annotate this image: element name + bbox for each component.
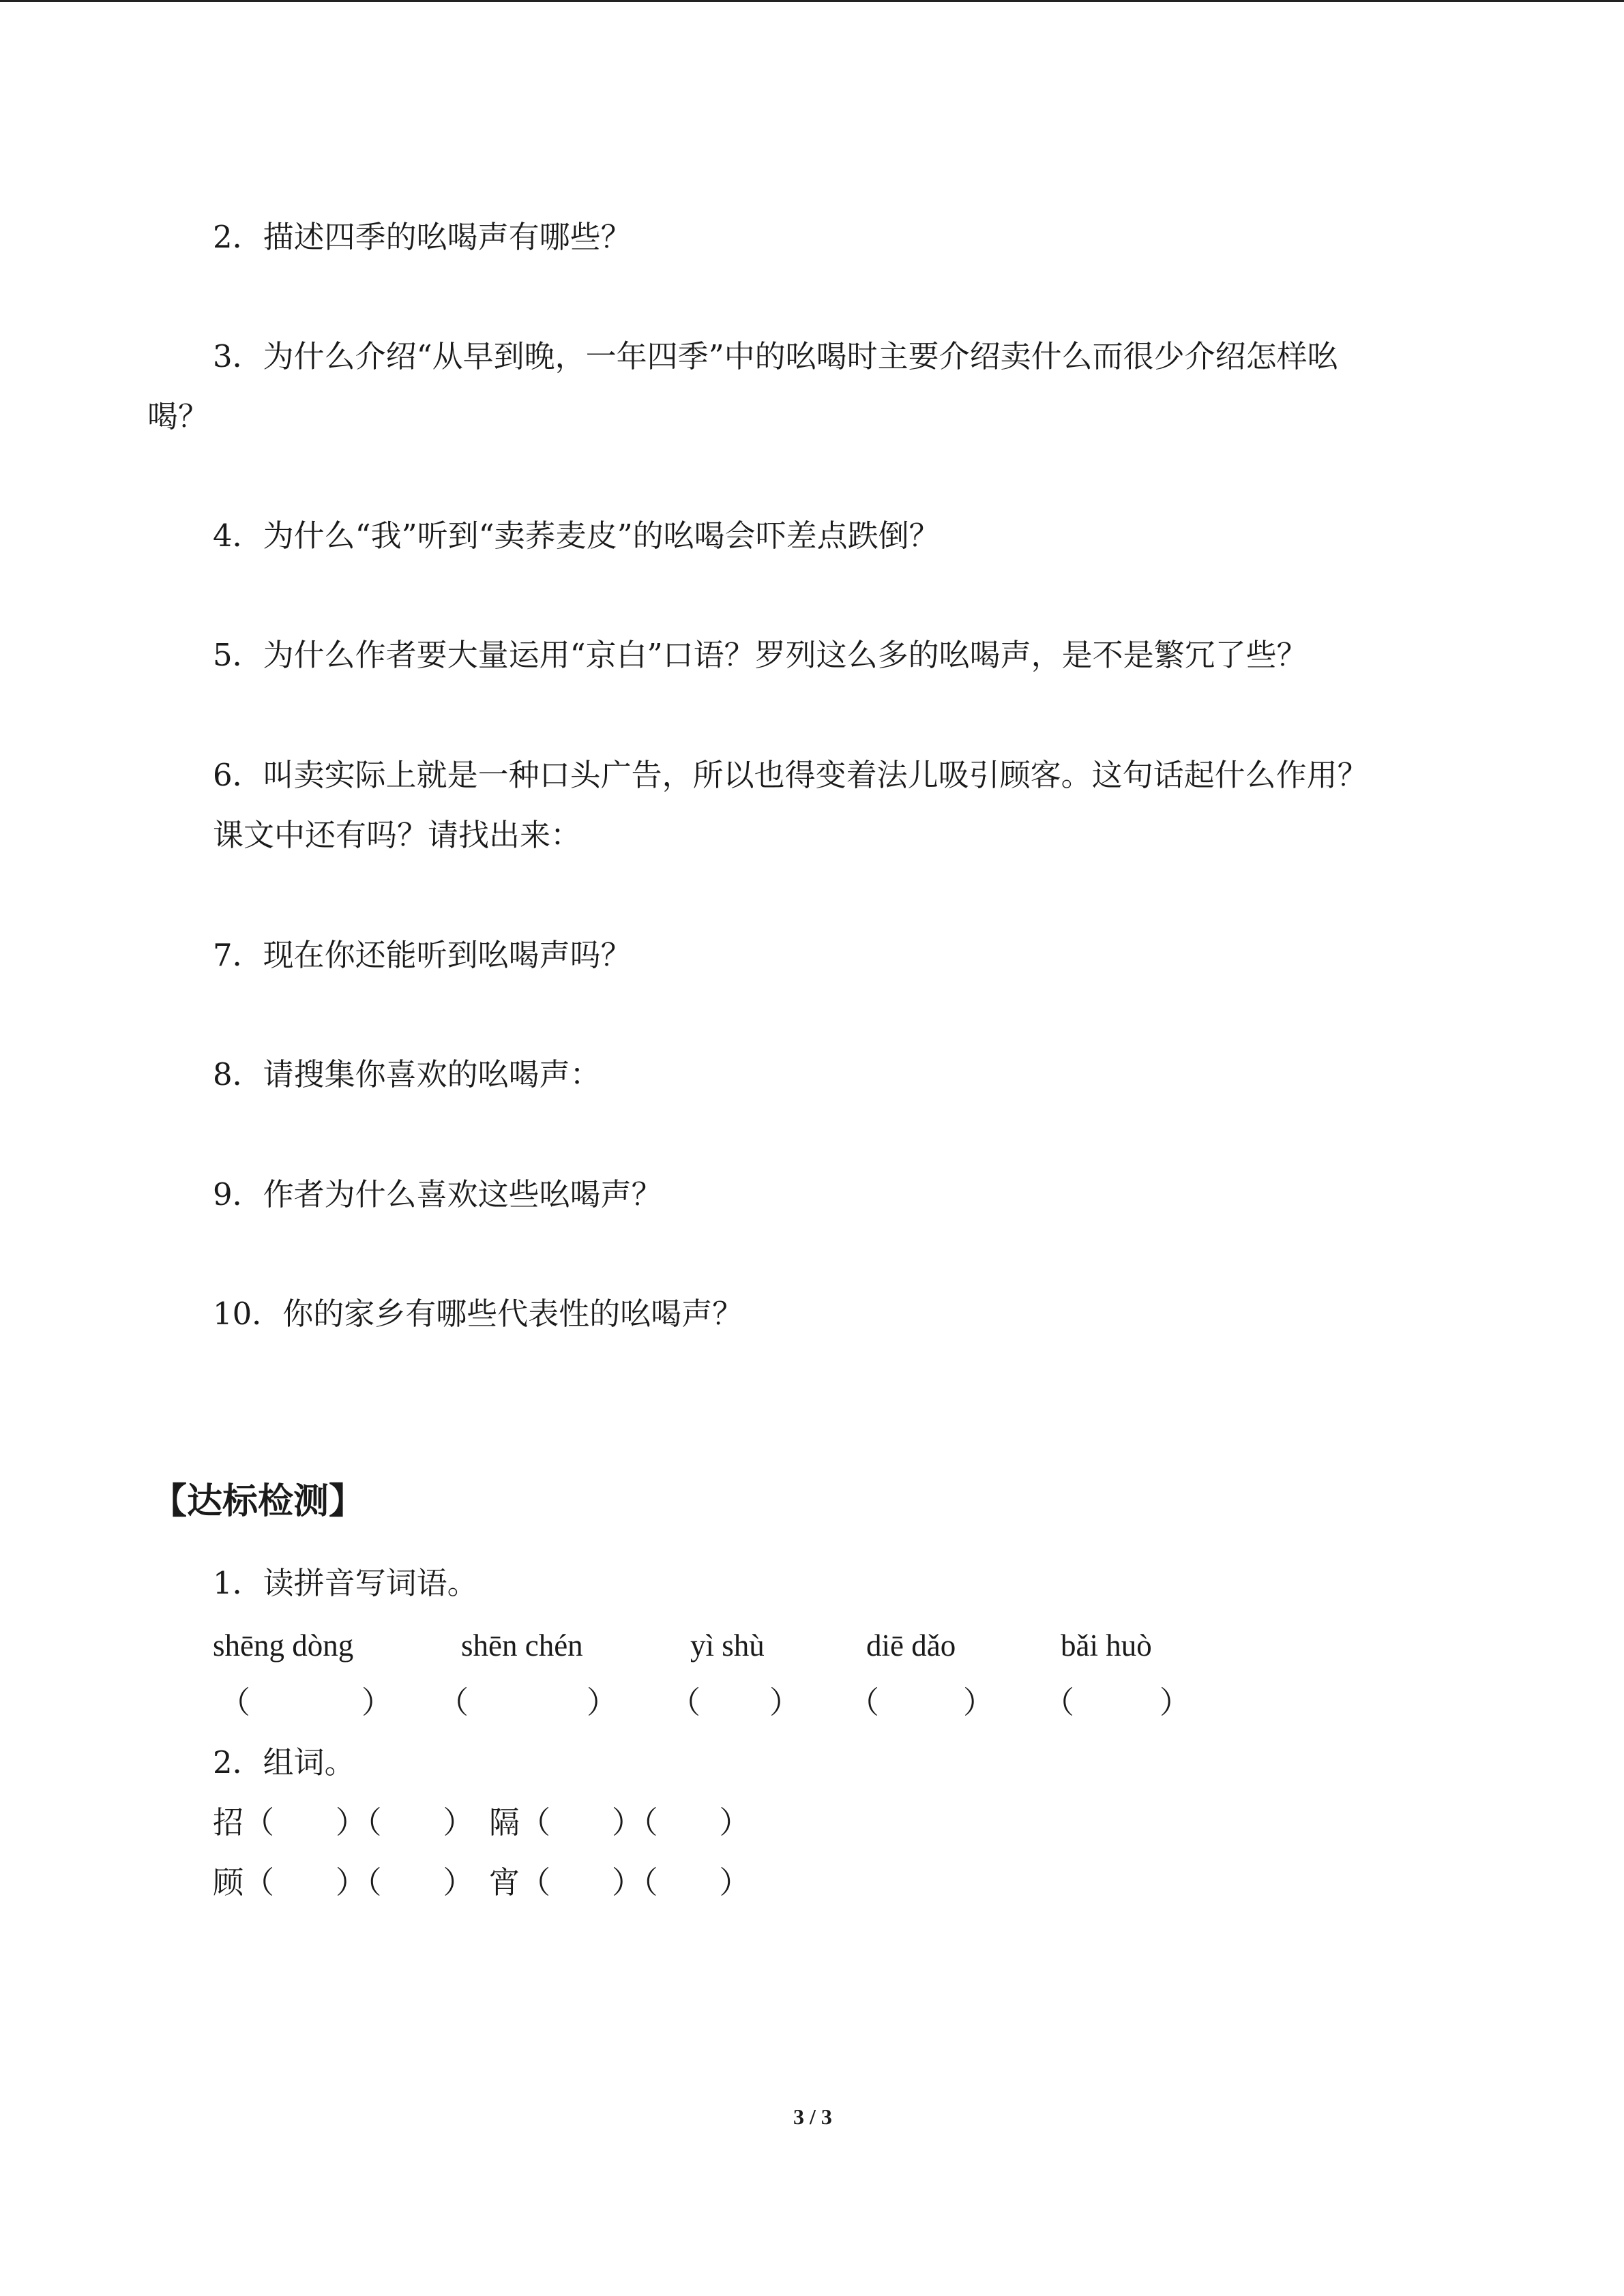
pinyin-word: diē dǎo — [866, 1628, 956, 1663]
answer-paren-close: ） — [963, 1684, 994, 1720]
question-7: 7．现在你还能听到吆喝声吗？ — [213, 937, 632, 973]
answer-paren-close: ） — [769, 1684, 801, 1720]
answer-paren-close: ） — [1160, 1684, 1191, 1720]
question-2: 2．描述四季的吆喝声有哪些？ — [213, 219, 632, 255]
answer-paren-open: （ — [438, 1684, 469, 1720]
item-2-instruction: 2．组词。 — [213, 1744, 355, 1780]
answer-paren-open: （ — [848, 1684, 880, 1720]
question-9: 9．作者为什么喜欢这些吆喝声？ — [213, 1176, 662, 1212]
page-number: 3 / 3 — [793, 2104, 832, 2129]
pinyin-word: shēng dòng — [213, 1628, 354, 1663]
question-6-line-2: 课文中还有吗？请找出来： — [213, 817, 582, 853]
answer-paren-open: （ — [670, 1684, 701, 1720]
question-6-line-1: 6．叫卖实际上就是一种口头广告，所以也得变着法儿吸引顾客。这句话起什么作用？ — [213, 757, 1368, 793]
question-3-line-1: 3．为什么介绍“从早到晚，一年四季”中的吆喝时主要介绍卖什么而很少介绍怎样吆 — [213, 338, 1338, 374]
item-1-instruction: 1．读拼音写词语。 — [213, 1565, 478, 1601]
answer-paren-close: ） — [587, 1684, 618, 1720]
answer-paren-close: ） — [361, 1684, 393, 1720]
pinyin-word: yì shù — [690, 1628, 765, 1663]
zuci-row-1: 招（ ）（ ） 隔（ ）（ ） — [213, 1804, 750, 1840]
section-title: 【达标检测】 — [151, 1480, 365, 1522]
question-3-line-2: 喝？ — [147, 398, 209, 434]
answer-paren-open: （ — [1044, 1684, 1075, 1720]
question-5: 5．为什么作者要大量运用“京白”口语？罗列这么多的吆喝声，是不是繁冗了些？ — [213, 637, 1308, 673]
zuci-row-2: 顾（ ）（ ） 宵（ ）（ ） — [213, 1864, 750, 1900]
pinyin-word: shēn chén — [461, 1628, 583, 1663]
question-4: 4．为什么“我”听到“卖荞麦皮”的吆喝会吓差点跌倒？ — [213, 518, 940, 554]
answer-paren-open: （ — [220, 1684, 251, 1720]
question-8: 8．请搜集你喜欢的吆喝声： — [213, 1056, 601, 1092]
page-top-border — [0, 0, 1624, 2]
question-10: 10．你的家乡有哪些代表性的吆喝声？ — [213, 1296, 743, 1332]
pinyin-word: bǎi huò — [1061, 1628, 1152, 1663]
